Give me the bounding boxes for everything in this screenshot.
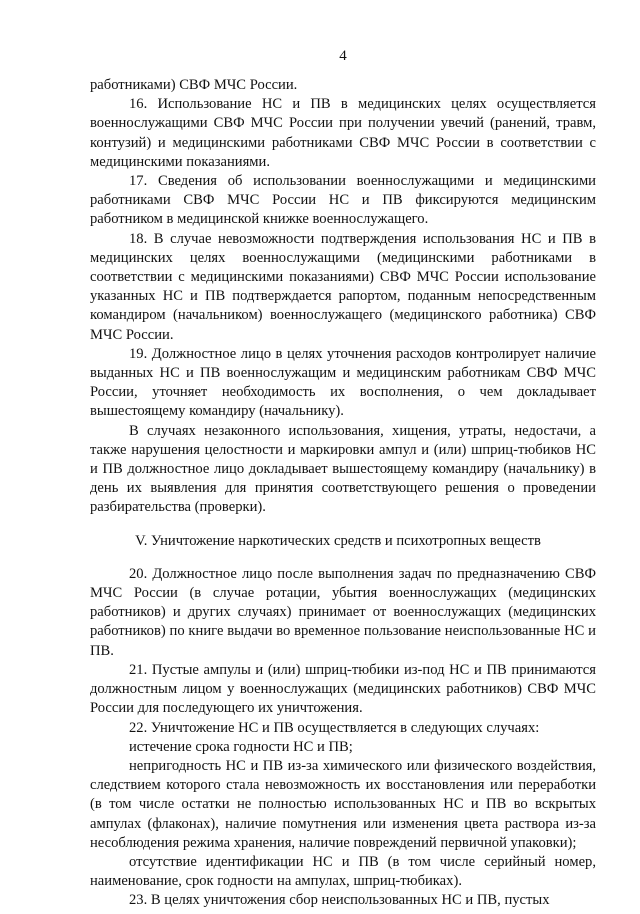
paragraph-18: 18. В случае невозможности подтверждения использования НС и ПВ в медицинских целях военнослужащими (медицинскими работниками в соответствии с медицинскими показаниями) СВФ МЧС России использование указанных НС и ПВ подтверждается рапортом, поданным непосредственным командиром (начальником) военнослужащего (медицинского работника) СВФ МЧС России. xyxy=(90,230,596,343)
paragraph-17: 17. Сведения об использовании военнослужащими и медицинскими работниками СВФ МЧС России НС и ПВ фиксируются медицинским работником в медицинской книжке военнослужащего. xyxy=(90,173,596,228)
paragraph-19: 19. Должностное лицо в целях уточнения расходов контролирует наличие выданных НС и ПВ военнослужащим и медицинским работникам СВФ МЧС России, уточняет необходимость их восполнения, о чем докладывает вышестоящему командиру (начальнику). xyxy=(90,345,596,420)
paragraph-22: 22. Уничтожение НС и ПВ осуществляется в следующих случаях: xyxy=(129,719,540,736)
list-item-unusable: непригодность НС и ПВ из-за химического или физического воздействия, следствием которого стала невозможность их восстановления или переработки (в том числе остатки не полностью использованных НС и ПВ во вскрытых ампулах (флаконах), наличие помутнения или изменения цвета раствора из-за несоблюдения режима хранения, наличие повреждений первичной упаковки); xyxy=(90,757,596,851)
paragraph-continuation: работниками) СВФ МЧС России. xyxy=(90,77,298,93)
paragraph-19-continued: В случаях незаконного использования, хищения, утраты, недостачи, а также нарушения целостности и маркировки ампул и (или) шприц-тюбиков НС и ПВ должностное лицо докладывает вышестоящему командиру (начальнику) в день их выявления для принятия соответствующего решения о проведении разбирательства (проверки). xyxy=(90,422,596,516)
list-item-expiry: истечение срока годности НС и ПВ; xyxy=(129,738,353,755)
paragraph-23: 23. В целях уничтожения сбор неиспользованных НС и ПВ, пустых xyxy=(129,892,550,909)
paragraph-20: 20. Должностное лицо после выполнения задач по предназначению СВФ МЧС России (в случае ротации, убытия военнослужащих (медицинских работников) и других случаях) принимает от военнослужащих (медицинских работников) по книге выдачи во временное пользование неиспользованные НС и ПВ. xyxy=(90,565,596,659)
list-item-no-identification: отсутствие идентификации НС и ПВ (в том числе серийный номер, наименование, срок годности на ампулах, шприц-тюбиках). xyxy=(90,853,596,890)
paragraph-21: 21. Пустые ампулы и (или) шприц-тюбики из-под НС и ПВ принимаются должностным лицом у военнослужащих (медицинских работников) СВФ МЧС России для последующего их уничтожения. xyxy=(90,661,596,717)
page-number: 4 xyxy=(339,48,347,64)
paragraph-16: 16. Использование НС и ПВ в медицинских целях осуществляется военнослужащими СВФ МЧС России при получении увечий (ранений, травм, контузий) и медицинскими работниками СВФ МЧС России в соответствии с медицинскими показаниями. xyxy=(90,96,596,170)
section-title: V. Уничтожение наркотических средств и психотропных веществ xyxy=(135,532,541,549)
